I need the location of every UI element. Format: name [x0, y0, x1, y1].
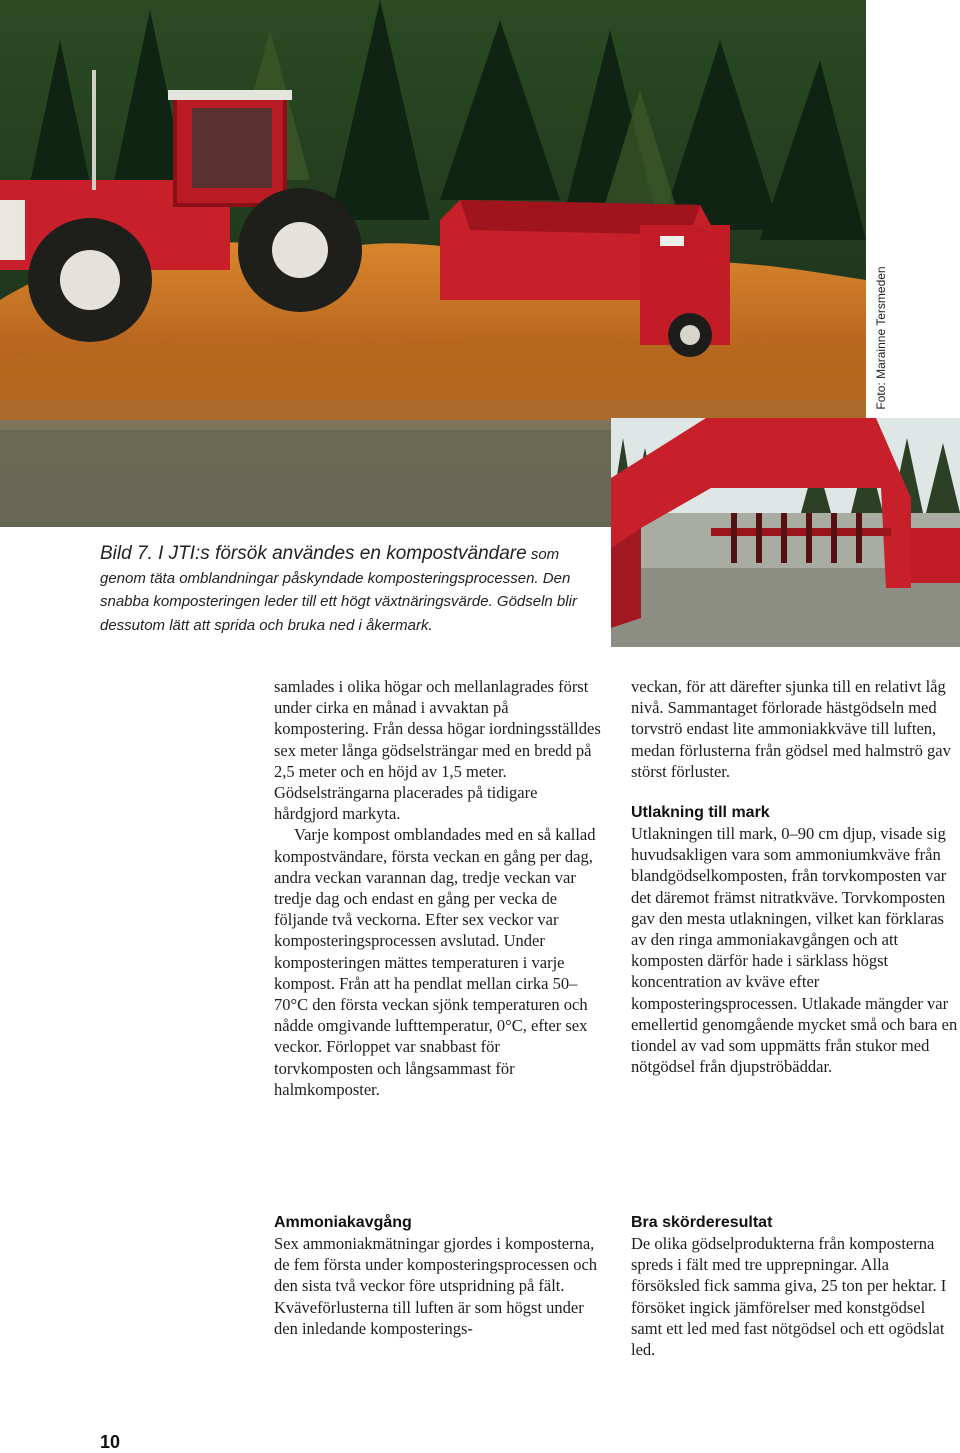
page-number: 10: [100, 1432, 121, 1452]
caption-lead: Bild 7. I JTI:s försök användes en kompostvändare: [100, 543, 527, 564]
left-column-bottom: [274, 1212, 602, 1339]
paragraph: Sex ammoniakmätningar gjordes i komposterna, de fem första under komposteringsprocessen och den sista två veckor före utspridning på fält. Kväveförlusterna till luften är som högst under den inledande komposterings-: [274, 1234, 598, 1338]
section-heading-ammoniakavgang: Ammoniakavgång: [274, 1214, 412, 1231]
caption-text: som genom täta omblandningar påskyndade komposteringsprocessen. Den snabba komposteringen leder till ett högt växtnäringsvärde. Gödseln blir dessutom lätt att sprida och bruka ned i åkermark.: [100, 546, 577, 634]
paragraph: Utlakningen till mark, 0–90 cm djup, visade sig huvudsakligen vara som ammoniumkväve från blandgödselkomposten, från torvkomposten var det däremot främst nitratkväve. Torvkomposten gav den mesta utlakningen, vilket kan förklaras av den ringa ammoniakavgången och att komposten därför hade i särklass högst koncentration av kväve efter komposteringsprocessen. Utlakade mängder var emellertid genomgående mycket små och bara en tiondel av vad som uppmätts från stukor med nötgödsel från djupströbäddar.: [631, 824, 958, 1077]
paragraph: samlades i olika högar och mellanlagrades först under cirka en månad i avvaktan på kompostering. Från dessa högar iordningsställdes sex meter långa gödselsträngar med en bredd på 2,5 meter och en höjd av 1,5 meter. Gödselsträngarna placerades på tidigare hårdgjord markyta.: [274, 677, 601, 824]
section-heading-utlakning: Utlakning till mark: [631, 804, 770, 822]
figure-caption: [100, 542, 600, 637]
paragraph: veckan, för att därefter sjunka till en relativt låg nivå. Sammantaget förlorade hästgödseln med torvströ endast lite ammoniakkväve till luften, medan förlusterna från gödsel med halmströ gav störst förluster.: [631, 677, 951, 781]
right-column-bottom: [631, 1212, 960, 1360]
paragraph: De olika gödselprodukterna från komposterna spreds i fält med tre upprepningar. Alla försöksled fick samma giva, 25 ton per hektar. I försöket ingick jämförelser med konstgödsel samt ett led med fast nötgödsel och ett ogödslat led.: [631, 1234, 947, 1360]
photo-credit: Foto: Marainne Tersmeden: [874, 266, 888, 410]
photo-compost-turner-closeup: [611, 418, 960, 647]
left-column-top: [274, 676, 602, 1100]
right-column-top: [631, 676, 960, 1077]
section-heading-skorderesultat: Bra skörderesultat: [631, 1214, 773, 1231]
paragraph: Varje kompost omblandades med en så kallad kompostvändare, första veckan en gång per dag, andra veckan varannan dag, tredje veckan var tredje dag och endast en gång per vecka de följande två veckorna. Efter sex veckor var komposteringsprocessen avslutad. Under komposteringen mättes temperaturen i varje kompost. Från att ha pendlat mellan cirka 50–70°C den första veckan sjönk temperaturen och nådde omgivande lufttemperatur, 0°C, efter sex veckor. Förloppet var snabbast för torvkomposten och långsammast för halmkomposter.: [274, 825, 596, 1099]
